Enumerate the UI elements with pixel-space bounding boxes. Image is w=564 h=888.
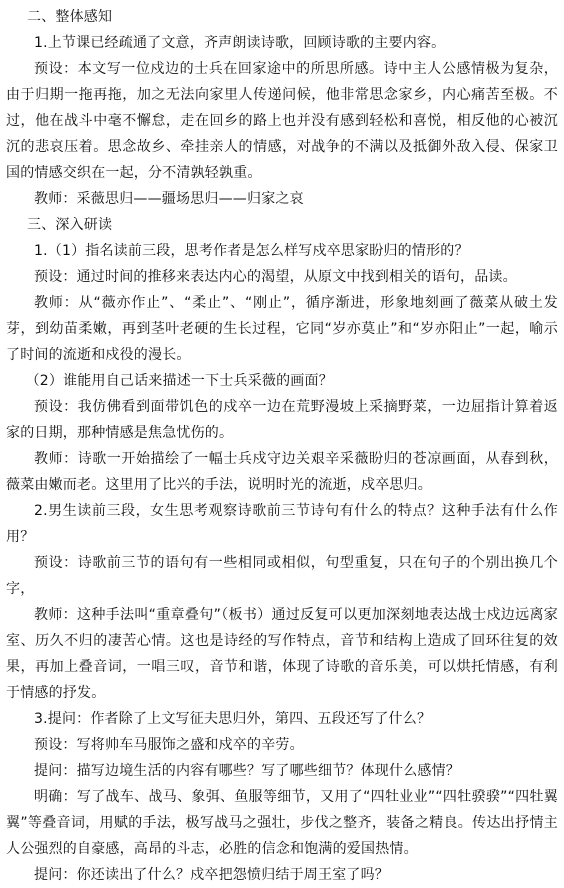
- question-6: 提问：描写边境生活的内容有哪些？写了哪些细节？体现什么感情？: [34, 763, 460, 779]
- teacher-note-2: 教师：从“薇亦作止”、“柔止”、“刚止”，循序渐进，形象地刻画了薇菜从破土发芽，到幼苗柔嫩，再到茎叶老硬的生长过程，它同“岁亦莫止”和“岁亦阳止”一起，喻示了时间的流逝和戍役的漫长。: [6, 295, 558, 363]
- question-2: 1.（1）指名读前三段，思考作者是怎么样写戍卒思家盼归的情形的？: [34, 243, 469, 259]
- preset-answer-2: 预设：通过时间的推移来表达内心的渴望，从原文中找到相关的语句，品读。: [34, 269, 517, 285]
- question-3: （2）谁能用自己话来描述一下士兵采薇的画面？: [25, 373, 333, 389]
- question-1: 1.上节课已经疏通了文意，齐声朗读诗歌，回顾诗歌的主要内容。: [34, 35, 446, 51]
- preset-answer-3: 预设：我仿佛看到面带饥色的戍卒一边在荒野漫坡上采摘野菜，一边屈指计算着返家的日期，那种情感是焦急忧伤的。: [6, 399, 558, 441]
- section-heading-deep-reading: 三、深入研读: [27, 217, 113, 233]
- teacher-note-4: 教师：这种手法叫“重章叠句”（板书）通过反复可以更加深刻地表达战士戍边远离家室、历久不归的凄苦心情。这也是诗经的写作特点，音节和结构上造成了回环往复的效果，再加上叠音词，一唱三叹，音节和谐，体现了诗歌的音乐美，可以烘托情感，有利于情感的抒发。: [6, 607, 558, 701]
- clarification-answer-6: 明确：写了战车、战马、象弭、鱼服等细节，又用了“四牡业业”“四牡骙骙”“四牡翼翼”等叠音词，用赋的手法，极写战马之强壮，步伐之整齐，装备之精良。传达出抒情主人公强烈的自豪感，高昂的斗志，必胜的信念和饱满的爱国热情。: [6, 789, 558, 857]
- preset-answer-4: 预设：诗歌前三节的语句有一些相同或相似，句型重复，只在句子的个别出换几个字，: [6, 555, 558, 597]
- question-4: 2.男生读前三段，女生思考观察诗歌前三节诗句有什么的特点？这种手法有什么作用？: [6, 503, 558, 545]
- teacher-note-3: 教师：诗歌一开始描绘了一幅士兵戍守边关艰辛采薇盼归的苍凉画面，从春到秋，薇菜由嫩而老。这里用了比兴的手法，说明时光的流逝，戍卒思归。: [6, 451, 558, 493]
- question-5: 3.提问：作者除了上文写征夫思归外，第四、五段还写了什么？: [34, 711, 432, 727]
- preset-answer-5: 预设：写将帅车马服饰之盛和戍卒的辛劳。: [34, 737, 304, 753]
- section-heading-overall: 二、整体感知: [27, 9, 113, 25]
- teacher-note-1: 教师：采薇思归——疆场思归——归家之哀: [34, 191, 304, 207]
- question-7: 提问：你还读出了什么？戍卒把怨愤归结于周王室了吗？: [34, 867, 389, 883]
- preset-answer-1: 预设：本文写一位戍边的士兵在回家途中的所思所感。诗中主人公感情极为复杂，由于归期一拖再拖，加之无法向家里人传递问候，他非常思念家乡，内心痛苦至极。不过，他在战斗中毫不懈怠，走在回乡的路上也并没有感到轻松和喜悦，相反他的心被沉沉的悲哀压着。思念故乡、牵挂亲人的情感，对战争的不满以及抵御外敌入侵、保家卫国的情感交织在一起，分不清孰轻孰重。: [6, 61, 558, 181]
